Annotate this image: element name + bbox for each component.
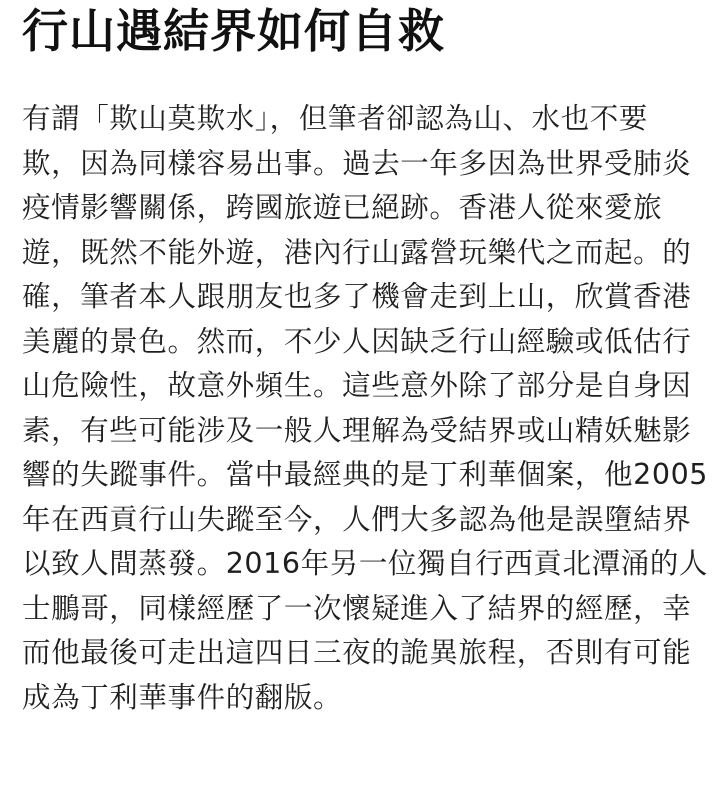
article-line: 年在西貢行山失蹤至今，人們大多認為他是誤墮結界 [22, 502, 692, 536]
article-line: 以致人間蒸發。2016年另一位獨自行西貢北潭涌的人 [22, 547, 709, 580]
article-body [22, 97, 709, 720]
article-line: 響的失蹤事件。當中最經典的是丁利華個案，他2005 [22, 458, 709, 491]
article-line: 確，筆者本人跟朋友也多了機會走到上山，欣賞香港 [22, 280, 692, 313]
article-line: 欺，因為同樣容易出事。過去一年多因為世界受肺炎 [22, 146, 692, 180]
article-line: 士鵬哥，同樣經歷了一次懷疑進入了結界的經歷，幸 [22, 591, 692, 625]
article-line: 有謂「欺山莫欺水」，但筆者卻認為山、水也不要 [22, 102, 648, 135]
article-line: 山危險性，故意外頻生。這些意外除了部分是自身因 [22, 369, 692, 402]
article-line: 素，有些可能涉及一般人理解為受結界或山精妖魅影 [22, 413, 692, 447]
article-line: 美麗的景色。然而，不少人因缺乏行山經驗或低估行 [22, 324, 692, 358]
article-line: 而他最後可走出這四日三夜的詭異旅程，否則有可能 [22, 636, 692, 669]
article-title: 行山遇結界如何自救 [22, 4, 445, 58]
article-line: 遊，既然不能外遊，港內行山露營玩樂代之而起。的 [22, 235, 692, 269]
article-line: 疫情影響關係，跨國旅遊已絕跡。香港人從來愛旅 [22, 191, 663, 224]
article-line: 成為丁利華事件的翻版。 [22, 680, 343, 714]
